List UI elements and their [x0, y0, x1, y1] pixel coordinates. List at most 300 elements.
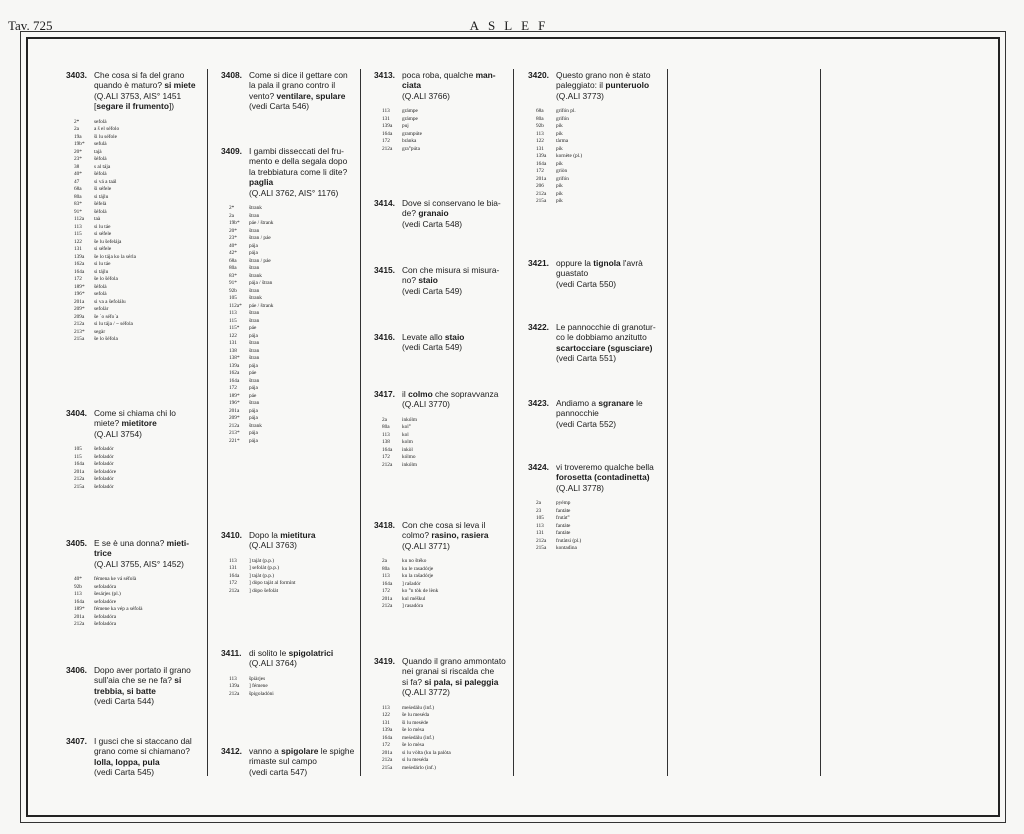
dialect-form: meśedálu (inf.)	[402, 734, 435, 741]
locality-code: 115	[74, 231, 82, 238]
locality-code: 19b*	[74, 141, 85, 148]
question-line: trebbia, si batte	[94, 685, 156, 696]
question-text	[402, 389, 498, 410]
locality-code: 112a*	[229, 302, 242, 309]
question-line: Dopo aver portato il grano	[94, 665, 191, 675]
question-line: (Q.ALI 3778)	[556, 482, 604, 493]
question-text	[556, 258, 643, 289]
question-text	[402, 265, 499, 296]
dialect-form: pyémp	[556, 500, 571, 507]
dialect-form: štrank	[249, 422, 262, 429]
locality-code: 212a	[229, 422, 240, 429]
locality-code: 113	[382, 704, 390, 711]
question-line: (Q.ALI 3772)	[402, 687, 450, 698]
locality-code: 164a	[74, 268, 85, 275]
question-line: Andiamo a sgranare le	[556, 398, 643, 408]
locality-code: 92b	[74, 583, 82, 590]
question-line: (vedi Carta 544)	[94, 696, 155, 707]
dialect-form: še lu šefelája	[94, 238, 122, 245]
locality-code: 2a	[229, 212, 234, 219]
dialect-form: pája	[249, 362, 258, 369]
question-line: grano come si chiamano?	[94, 746, 190, 757]
locality-code: 131	[536, 145, 544, 152]
dialect-form: inkólm	[402, 416, 418, 423]
locality-code: 115*	[229, 325, 240, 331]
locality-code: 113	[382, 108, 390, 115]
locality-code: 80a	[74, 193, 82, 200]
question-line: vi troveremo qualche bella	[556, 462, 654, 472]
question-number: 3423.	[528, 398, 549, 408]
dialect-form: páe	[249, 325, 257, 331]
dialect-form: ši séfele	[94, 186, 112, 193]
locality-code: 164a	[74, 461, 85, 468]
dialect-form: še lo mèsa	[402, 727, 425, 734]
question-line: la pala il grano contro il	[249, 80, 336, 91]
locality-code: 112a	[74, 216, 85, 223]
locality-code: 131	[382, 115, 390, 122]
dialect-form: páe / štrank	[249, 220, 274, 226]
dialect-form: pája	[249, 250, 258, 256]
question-line: Con che misura si misura-	[402, 265, 500, 275]
question-text	[94, 736, 192, 778]
dialect-form: šéfolà	[94, 283, 107, 290]
question-line: I gambi disseccati del fru-	[249, 146, 344, 156]
locality-code: 164a	[382, 446, 393, 453]
question-line: Dopo la mietitura	[249, 530, 316, 540]
dialect-form: si lu vòlta (ku la palòta	[402, 749, 451, 756]
locality-code: 23*	[74, 156, 82, 163]
locality-code: 189*	[74, 283, 85, 290]
dialect-form: ] rašadór	[402, 580, 421, 587]
locality-code: 209a	[74, 313, 85, 320]
locality-code: 131	[536, 530, 544, 537]
dialect-form: kol	[402, 431, 409, 438]
locality-code: 68a	[229, 257, 237, 264]
dialect-form: kol°	[402, 424, 411, 431]
dialect-form: še lo šéfola	[94, 336, 118, 343]
dialect-form: pája	[249, 385, 258, 391]
dialect-form: grifón	[556, 115, 569, 122]
locality-code: 23	[536, 507, 542, 514]
dialect-form: fémene ka vép a séfolà	[94, 606, 143, 613]
locality-code: 19b*	[229, 220, 240, 226]
question-text	[402, 198, 501, 229]
dialect-form: kólmo	[402, 454, 416, 461]
dialect-form: špiàrjes	[249, 675, 266, 682]
dialect-form: ] dòpo šefolàt	[249, 587, 279, 594]
question-text	[249, 146, 347, 198]
question-number: 3418.	[374, 520, 395, 530]
dialect-form: si tájlu	[94, 268, 109, 275]
dialect-form: pája	[249, 415, 258, 421]
locality-code: 2a	[382, 416, 387, 423]
dialect-form: ku la rašadórje	[402, 573, 434, 580]
locality-code: 92b	[229, 287, 237, 294]
dialect-form: a š el séfolo	[94, 126, 120, 133]
locality-code: 40*	[74, 171, 82, 178]
dialect-form: gra°púta	[402, 145, 421, 152]
question-line: (Q.ALI 3771)	[402, 540, 450, 551]
question-number: 3408.	[221, 70, 242, 80]
locality-code: 206	[536, 183, 544, 190]
question-line: poca roba, qualche man-	[402, 70, 496, 80]
locality-code: 80a	[382, 424, 390, 431]
locality-code: 113	[536, 130, 544, 137]
locality-code: 91*	[74, 208, 82, 215]
locality-code: 131	[382, 719, 390, 726]
dialect-form: šefoladóra	[94, 621, 117, 628]
question-line: rimaste sul campo	[249, 756, 317, 767]
question-number: 3406.	[66, 665, 87, 675]
locality-code: 212a	[382, 145, 393, 152]
dialect-form: špigoladóni	[249, 690, 274, 697]
question-line: Dove si conservano le bia-	[402, 198, 501, 208]
question-line: E se è una donna? mieti-	[94, 538, 189, 548]
locality-code: 164a	[229, 377, 240, 384]
locality-code: 196*	[229, 400, 240, 406]
locality-code: 80a	[229, 265, 237, 271]
question-text	[402, 520, 489, 551]
question-line: (Q.ALI 3766)	[402, 90, 450, 101]
locality-code: 83*	[229, 272, 237, 279]
locality-code: 131	[229, 340, 237, 346]
locality-code: 131	[74, 246, 82, 253]
dialect-form: štran	[249, 265, 260, 271]
question-number: 3424.	[528, 462, 549, 472]
dialect-form: frutàtsi (pl.)	[556, 537, 582, 544]
locality-code: 212a	[74, 321, 85, 328]
dialect-form: grifón pl.	[556, 108, 576, 115]
dialect-form: inkólm	[402, 461, 418, 468]
locality-code: 113	[229, 675, 237, 682]
locality-code: 212a	[382, 461, 393, 468]
locality-code: 172	[74, 276, 82, 283]
dialect-form: ] rasadóra	[402, 603, 424, 610]
dialect-form: sefolà	[94, 291, 107, 298]
locality-code: 172	[229, 385, 237, 391]
dialect-form: šefoladór	[94, 461, 114, 468]
locality-code: 80a	[382, 565, 390, 572]
question-line: Con che cosa si leva il	[402, 520, 486, 530]
dialect-form: ku no štéko	[402, 558, 427, 565]
locality-code: 113	[229, 310, 237, 316]
question-text	[402, 332, 464, 353]
question-text	[556, 462, 654, 493]
dialect-form: sefoladóra	[94, 583, 117, 590]
dialect-form: si séfele	[94, 231, 112, 238]
locality-code: 162a	[229, 370, 240, 376]
locality-code: 38	[74, 163, 80, 170]
locality-code: 212a	[74, 476, 85, 483]
dialect-form: še lo mèsa	[402, 742, 425, 749]
locality-code: 215a	[382, 764, 393, 771]
dialect-form: si vá a taál	[94, 178, 117, 185]
dialect-form: fantàte	[556, 522, 571, 529]
locality-code: 212a	[382, 603, 393, 610]
locality-code: 209*	[229, 415, 240, 421]
locality-code: 164a	[536, 160, 547, 167]
dialect-form: páe	[249, 392, 257, 399]
question-line: Che cosa si fa del grano	[94, 70, 185, 80]
dialect-form: štrank	[249, 205, 262, 211]
locality-code: 113	[382, 431, 390, 438]
locality-code: 2a	[536, 500, 541, 507]
locality-code: 201a	[382, 749, 393, 756]
question-line: (Q.ALI 3755, AIS° 1452)	[94, 558, 184, 569]
question-line: trice	[94, 548, 112, 559]
question-line: di solito le spigolatrici	[249, 648, 334, 658]
question-number: 3420.	[528, 70, 549, 80]
question-text	[94, 538, 189, 569]
question-line: paleggiato: il punteruolo	[556, 80, 650, 91]
dialect-form: kul méškul	[402, 595, 426, 602]
question-line: lolla, loppa, pula	[94, 756, 160, 767]
dialect-form: fantàte	[556, 507, 571, 514]
locality-code: 42*	[229, 250, 237, 256]
dialect-form: štran	[249, 227, 260, 234]
question-line: la trebbiatura come li dite?	[249, 166, 348, 177]
question-line: (Q.ALI 3770)	[402, 399, 450, 410]
question-text	[249, 70, 348, 112]
question-line: vanno a spigolare le spighe	[249, 746, 355, 756]
dialect-form: fémena ke vá séfolà	[94, 576, 137, 583]
question-line: ciata	[402, 80, 422, 91]
dialect-form: pik	[556, 198, 563, 205]
locality-code: 212a	[536, 190, 547, 197]
locality-code: 139a	[382, 123, 393, 130]
dialect-form: meśedárlo (inf.)	[402, 764, 436, 771]
column-divider	[360, 69, 361, 776]
locality-code: 122	[74, 238, 82, 245]
locality-code: 113	[536, 522, 544, 529]
locality-code: 20*	[229, 227, 237, 234]
column-divider	[820, 69, 821, 776]
question-line: (vedi Carta 545)	[94, 767, 155, 778]
locality-code: 164a	[382, 734, 393, 741]
dialect-form: ] sefolàt (p.p.)	[249, 565, 280, 572]
locality-code: 212a	[229, 690, 240, 697]
locality-code: 2*	[74, 118, 80, 125]
dialect-form: meśedálu (inf.)	[402, 704, 435, 711]
question-number: 3415.	[374, 265, 395, 275]
question-text	[402, 70, 496, 101]
question-line: (Q.ALI 3754)	[94, 428, 142, 439]
locality-code: 212a	[382, 757, 393, 764]
locality-code: 209*	[74, 306, 85, 313]
dialect-form: šéfolà	[94, 171, 107, 178]
question-text	[556, 322, 656, 364]
locality-code: 212a	[536, 537, 547, 544]
question-text	[556, 398, 643, 429]
dialect-form: ši lu séfole	[94, 133, 117, 140]
question-number: 3407.	[66, 736, 87, 746]
locality-code: 105	[536, 515, 544, 522]
locality-code: 115	[74, 453, 82, 460]
question-line: (vedi carta 547)	[249, 766, 308, 777]
dialect-form: štran	[249, 310, 260, 316]
dialect-form: pik	[556, 123, 563, 130]
locality-code: 92b	[536, 123, 544, 130]
dialect-form: šéfolà	[94, 208, 107, 215]
dialect-form: puj	[402, 123, 409, 130]
question-number: 3421.	[528, 258, 549, 268]
dialect-form: taà	[94, 216, 101, 223]
dialect-form: si lu meséda	[402, 757, 429, 764]
question-line: il colmo che sopravvanza	[402, 389, 499, 399]
question-number: 3419.	[374, 656, 395, 666]
dialect-form: pája	[249, 242, 258, 249]
dialect-form: štran	[249, 347, 260, 354]
question-line: (Q.ALI 3764)	[249, 658, 297, 669]
question-line: Quando il grano ammontato	[402, 656, 506, 666]
dialect-form: pája	[249, 332, 258, 339]
locality-code: 138	[229, 347, 237, 354]
locality-code: 19a	[74, 133, 82, 140]
dialect-form: še lo šéfola	[94, 276, 118, 283]
locality-code: 201a	[74, 468, 85, 475]
question-line: [segare il frumento])	[94, 101, 175, 112]
locality-code: 2a	[74, 126, 79, 133]
question-number: 3409.	[221, 146, 242, 156]
locality-code: 164a	[382, 130, 393, 137]
dialect-form: pája	[249, 407, 258, 414]
dialect-form: sefoladóre	[94, 598, 117, 605]
locality-code: 68a	[536, 108, 544, 115]
locality-code: 164a	[382, 580, 393, 587]
question-line: guastato	[556, 268, 589, 279]
dialect-form: kontadìna	[556, 545, 577, 552]
dialect-form: pája	[249, 437, 258, 444]
locality-code: 122	[229, 332, 237, 339]
locality-code: 122	[536, 138, 544, 145]
question-line: de? granaio	[402, 208, 449, 219]
dialect-form: si tájlu	[94, 193, 109, 200]
dialect-form: štran	[249, 355, 260, 361]
dialect-form: ko °n tòk de lènk	[402, 588, 439, 595]
question-line: paglia	[249, 177, 274, 188]
dialect-form: pája / štran	[249, 280, 273, 286]
question-text	[556, 70, 651, 101]
dialect-form: brànka	[402, 138, 417, 145]
locality-code: 201a	[74, 298, 85, 305]
locality-code: 47	[74, 178, 80, 185]
dialect-form: še lu meséda	[402, 712, 430, 719]
question-number: 3404.	[66, 408, 87, 418]
dialect-form: ] fémene	[249, 683, 268, 690]
question-line: Le pannocchie di granotur-	[556, 322, 656, 332]
locality-code: 215a	[536, 198, 547, 205]
locality-code: 213*	[229, 430, 240, 436]
question-line: (vedi Carta 550)	[556, 278, 617, 289]
dialect-form: štran / páe	[249, 235, 271, 241]
question-line: no? staio	[402, 275, 438, 286]
locality-code: 91*	[229, 280, 237, 286]
dialect-form: ] dòpo tajàt al formìnt	[249, 580, 296, 587]
question-number: 3413.	[374, 70, 395, 80]
locality-code: 139a	[229, 362, 240, 369]
question-number: 3422.	[528, 322, 549, 332]
question-text	[249, 746, 354, 777]
question-text	[249, 648, 333, 669]
question-text	[94, 408, 176, 439]
locality-code: 122	[382, 712, 390, 719]
question-line: (Q.ALI 3763)	[249, 540, 297, 551]
locality-code: 2*	[229, 205, 235, 211]
locality-code: 139a	[229, 683, 240, 690]
locality-code: 131	[229, 565, 237, 572]
locality-code: 172	[382, 742, 390, 749]
locality-code: 138	[382, 439, 390, 446]
dialect-form: si séfele	[94, 246, 112, 253]
dialect-form: grámpe	[402, 108, 418, 115]
question-text	[94, 665, 191, 707]
dialect-form: šesárjes (pl.)	[94, 591, 121, 598]
dialect-form: ši lu mesède	[402, 719, 429, 726]
locality-code: 113	[229, 557, 237, 564]
question-line: nei granai si riscalda che	[402, 666, 495, 677]
question-line: (Q.ALI 3773)	[556, 90, 604, 101]
locality-code: 68a	[74, 186, 82, 193]
locality-code: 172	[229, 580, 237, 587]
locality-code: 40*	[74, 576, 82, 583]
locality-code: 213*	[74, 328, 85, 335]
locality-code: 201a	[536, 175, 547, 182]
locality-code: 139a	[382, 727, 393, 734]
atlas-title: ASLEF	[469, 18, 555, 33]
question-line: Come si dice il gettare con	[249, 70, 348, 80]
dialect-form: štran	[249, 400, 260, 406]
question-line: (vedi Carta 552)	[556, 418, 617, 429]
locality-code: 83*	[74, 201, 82, 208]
dialect-form: ] tajàt (p.p.)	[249, 557, 275, 564]
question-line: Questo grano non è stato	[556, 70, 651, 80]
column-divider	[667, 69, 668, 776]
dialect-form: štran	[249, 287, 260, 294]
dialect-form: ku le rasadórje	[402, 565, 434, 572]
dialect-form: šefoladór	[94, 453, 114, 460]
dialect-form: šefoladóra	[94, 613, 117, 620]
question-line: (vedi Carta 549)	[402, 342, 463, 353]
dialect-form: štran	[249, 340, 260, 346]
locality-code: 113	[74, 591, 82, 598]
locality-code: 201a	[74, 613, 85, 620]
dialect-form: griòn	[556, 168, 568, 175]
locality-code: 212a	[229, 587, 240, 594]
locality-code: 139a	[74, 253, 85, 260]
question-line: (vedi Carta 548)	[402, 218, 463, 229]
dialect-form: pik	[556, 130, 563, 137]
dialect-form: štrank	[249, 272, 262, 279]
question-line: Levate allo staio	[402, 332, 465, 342]
locality-code: 105	[74, 446, 82, 453]
column-divider	[207, 69, 208, 776]
question-line: (Q.ALI 3762, AIS° 1176)	[249, 187, 339, 198]
locality-code: 172	[382, 588, 390, 595]
locality-code: 189*	[74, 606, 85, 613]
dialect-form: páe	[249, 370, 257, 376]
locality-code: 215a	[74, 336, 85, 343]
question-line: vento? ventilare, spulare	[249, 90, 346, 101]
locality-code: 172	[382, 138, 390, 145]
dialect-form: grampúte	[402, 130, 423, 137]
dialect-form: sefolà	[94, 118, 107, 125]
locality-code: 162a	[74, 261, 85, 268]
table-number: Tav. 725	[8, 18, 53, 33]
locality-code: 80a	[536, 115, 544, 122]
question-line: miete? mietitore	[94, 418, 157, 429]
dialect-form: si lu táe	[94, 261, 111, 268]
question-number: 3417.	[374, 389, 395, 399]
